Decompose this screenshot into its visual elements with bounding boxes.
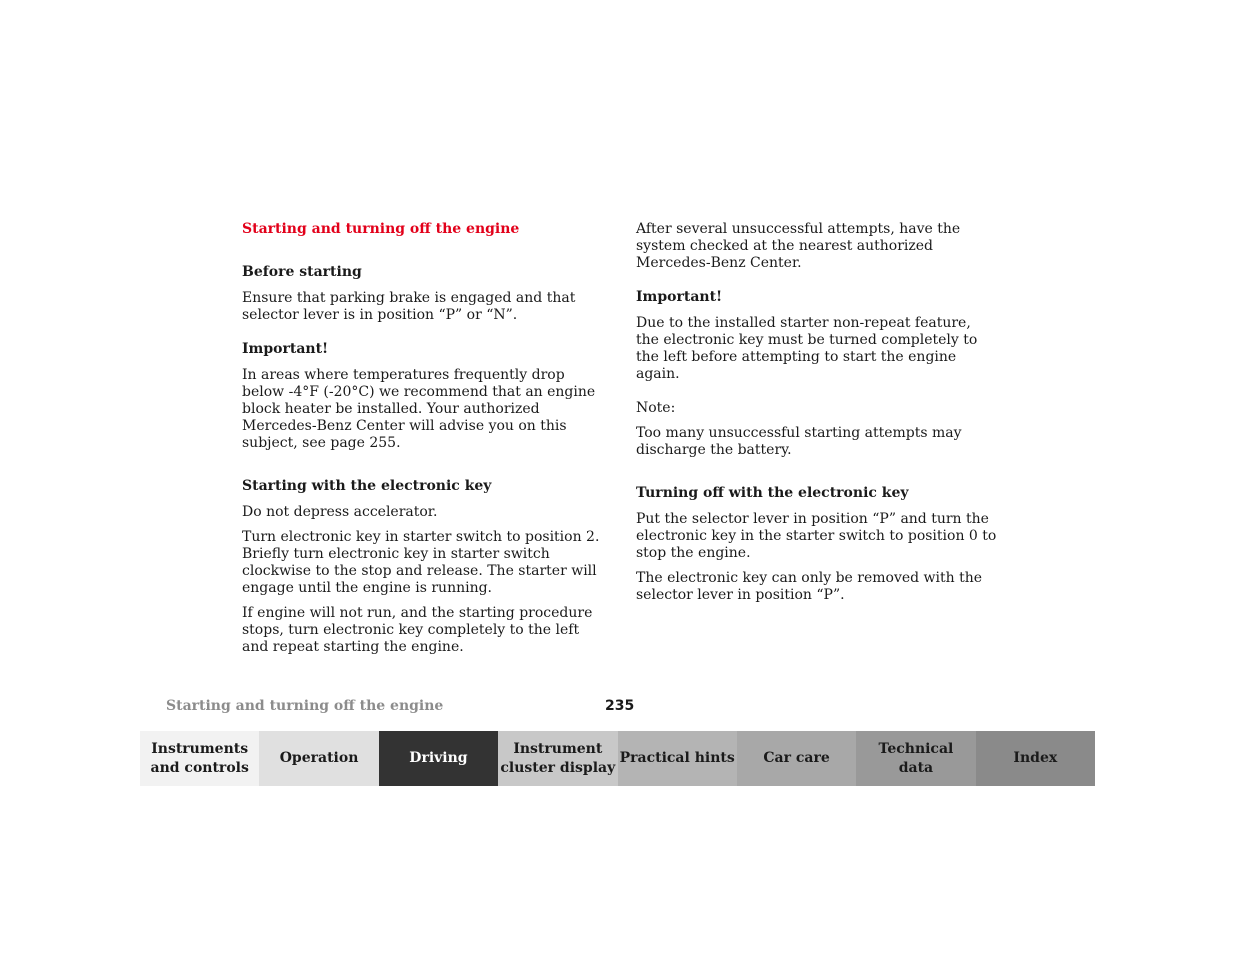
turning-off-paragraph: Put the selector lever in position “P” and turn the electronic key in the starter switch to position 0 to stop the engine. xyxy=(636,511,997,561)
tab-car-care[interactable]: Car care xyxy=(737,731,856,786)
turning-off-paragraph: The electronic key can only be removed with the selector lever in position “P”. xyxy=(636,570,983,603)
running-footer-title: Starting and turning off the engine xyxy=(166,698,444,714)
page-number: 235 xyxy=(605,698,635,714)
before-starting-text: Ensure that parking brake is engaged and that selector lever is in position “P” or “N”. xyxy=(242,290,576,323)
electronic-key-paragraph: If engine will not run, and the starting procedure stops, turn electronic key completely to the left and repeat starting the engine. xyxy=(242,605,593,655)
right-column xyxy=(636,221,998,612)
electronic-key-paragraph: Do not depress accelerator. xyxy=(242,504,438,520)
note-label: Note: xyxy=(636,400,676,416)
tab-instruments-and-controls[interactable]: Instruments and controls xyxy=(140,731,259,786)
tab-driving[interactable]: Driving xyxy=(379,731,498,786)
note-text: Too many unsuccessful starting attempts may discharge the battery. xyxy=(636,425,962,458)
section-title: Starting and turning off the engine xyxy=(242,221,520,237)
electronic-key-paragraph: Turn electronic key in starter switch to position 2. Briefly turn electronic key in starter switch clockwise to the stop and release. The starter will engage until the engine is running. xyxy=(242,529,600,596)
important-heading: Important! xyxy=(242,341,329,357)
important-text: In areas where temperatures frequently drop below -4°F (-20°C) we recommend that an engine block heater be installed. Your authorized Mercedes-Benz Center will advise you on this subject, see page 255. xyxy=(242,367,596,451)
before-starting-heading: Before starting xyxy=(242,264,362,280)
electronic-key-heading: Starting with the electronic key xyxy=(242,478,492,494)
tab-instrument-cluster-display[interactable]: Instrument cluster display xyxy=(498,731,617,786)
tab-technical-data[interactable]: Technical data xyxy=(856,731,975,786)
tab-operation[interactable]: Operation xyxy=(259,731,378,786)
tab-index[interactable]: Index xyxy=(976,731,1095,786)
left-column xyxy=(242,221,604,664)
important-heading: Important! xyxy=(636,289,723,305)
turning-off-heading: Turning off with the electronic key xyxy=(636,485,909,501)
tab-practical-hints[interactable]: Practical hints xyxy=(618,731,737,786)
section-nav-bar xyxy=(140,731,1095,786)
intro-text: After several unsuccessful attempts, have the system checked at the nearest authorized Mercedes-Benz Center. xyxy=(636,221,961,271)
important-text: Due to the installed starter non-repeat feature, the electronic key must be turned completely to the left before attempting to start the engine again. xyxy=(636,315,978,382)
